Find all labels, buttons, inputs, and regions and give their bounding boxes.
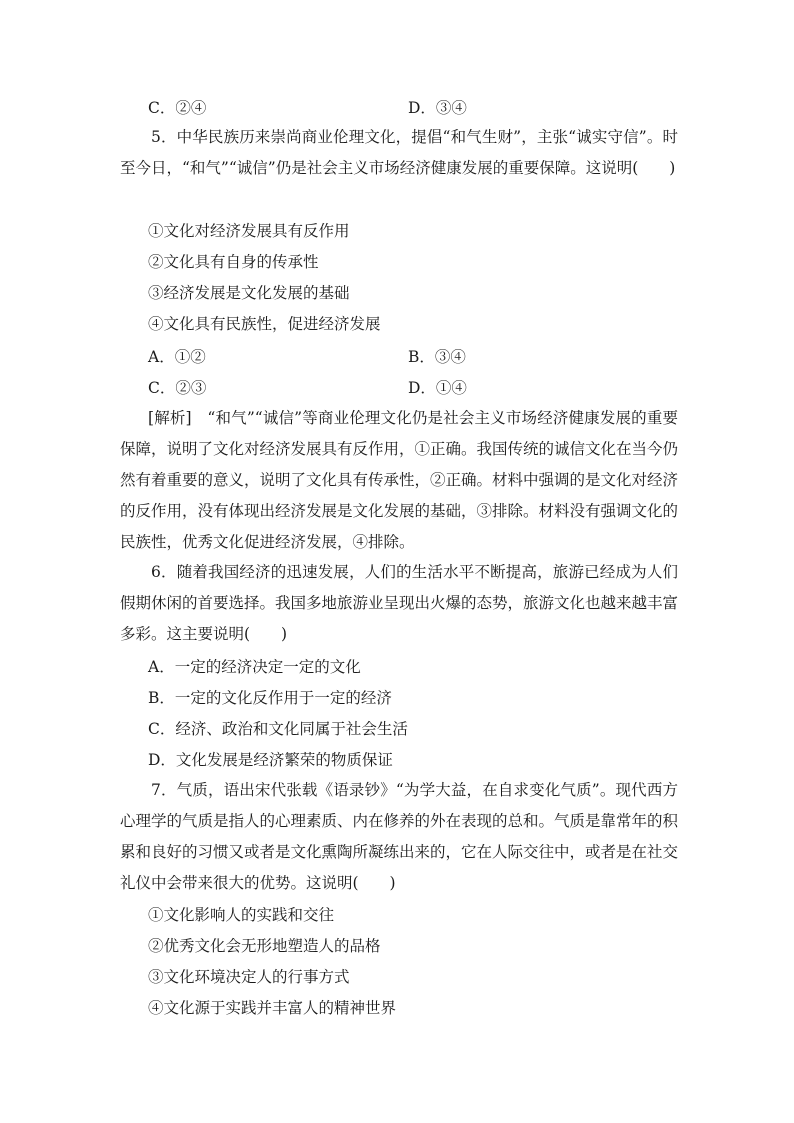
question-5-options-row-2 [148, 376, 678, 398]
question-5-item-2: ②文化具有自身的传承性 [148, 253, 319, 271]
question-6-option-b: B．一定的文化反作用于一定的经济 [148, 689, 392, 707]
option-c: C．②④ [148, 99, 207, 117]
option-b: B．③④ [408, 348, 466, 366]
question-5-item-4: ④文化具有民族性，促进经济发展 [148, 315, 381, 333]
question-5-item-1: ①文化对经济发展具有反作用 [148, 222, 350, 240]
option-d: D．③④ [408, 99, 467, 117]
question-5-explanation: [解析] “和气”“诚信”等商业伦理文化仍是社会主义市场经济健康发展的重要保障，说明了文化对经济发展具有反作用，①正确。我国传统的诚信文化在当今仍然有着重要的意义，说明了文化具有传承性，②正确。材料中强调的是文化对经济的反作用，没有体现出经济发展是文化发展的基础，③排除。材料没有强调文化的民族性，优秀文化促进经济发展，④排除。 [120, 409, 679, 551]
option-a: A．①② [148, 348, 206, 366]
option-c: C．②③ [148, 379, 207, 397]
question-7-item-1: ①文化影响人的实践和交往 [148, 906, 335, 924]
question-5-item-3: ③经济发展是文化发展的基础 [148, 284, 350, 302]
question-6-option-a: A．一定的经济决定一定的文化 [148, 658, 361, 676]
question-7-item-4: ④文化源于实践并丰富人的精神世界 [148, 999, 397, 1017]
question-6-option-c: C．经济、政治和文化同属于社会生活 [148, 720, 408, 738]
question-7-item-3: ③文化环境决定人的行事方式 [148, 968, 350, 986]
question-5-options-row-1 [148, 345, 678, 367]
question-6-stem: 6．随着我国经济的迅速发展，人们的生活水平不断提高，旅游已经成为人们假期休闲的首要选择。我国多地旅游业呈现出火爆的态势，旅游文化也越来越丰富多彩。这主要说明( ) [120, 563, 679, 643]
option-d: D．①④ [408, 379, 467, 397]
question-7-stem: 7．气质，语出宋代张载《语录钞》“为学大益，在自求变化气质”。现代西方心理学的气质是指人的心理素质、内在修养的外在表现的总和。气质是靠常年的积累和良好的习惯又或者是文化熏陶所凝练出来的，它在人际交往中，或者是在社交礼仪中会带来很大的优势。这说明( ) [120, 781, 679, 892]
previous-question-options [148, 96, 678, 118]
question-6-option-d: D．文化发展是经济繁荣的物质保证 [148, 751, 393, 769]
question-7-item-2: ②优秀文化会无形地塑造人的品格 [148, 937, 381, 955]
question-5-stem: 5．中华民族历来崇尚商业伦理文化，提倡“和气生财”，主张“诚实守信”。时至今日，“和气”“诚信”仍是社会主义市场经济健康发展的重要保障。这说明( ) [120, 128, 678, 177]
